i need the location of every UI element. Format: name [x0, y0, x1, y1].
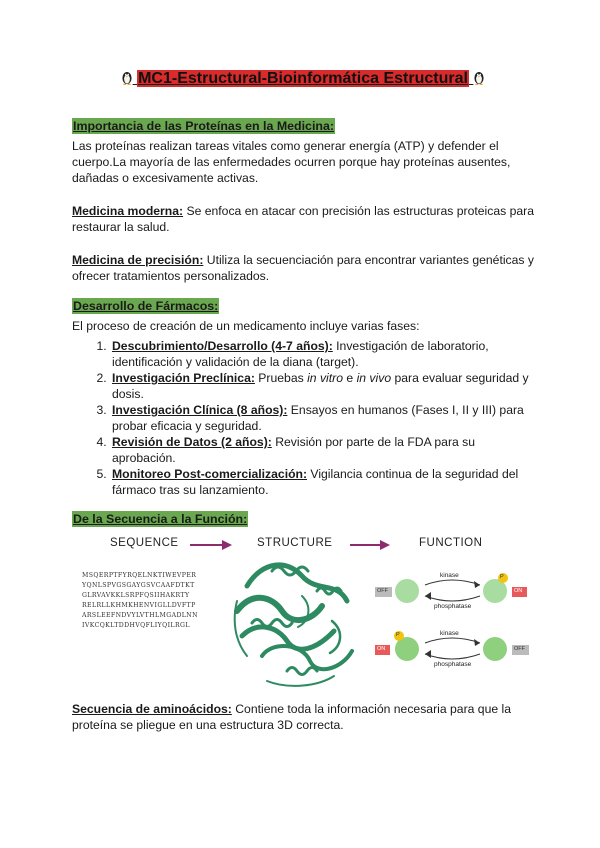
term: Medicina moderna:: [72, 204, 184, 218]
off-label: OFF: [514, 646, 525, 652]
list-item: [110, 370, 534, 402]
term-text: Vigilancia continua de la seguridad del fármaco tras su lanzamiento.: [112, 467, 519, 497]
term: Investigación Clínica (8 años):: [112, 403, 288, 417]
list-item: [110, 402, 534, 434]
section-heading: De la Secuencia a la Función:: [73, 512, 248, 526]
amino-acid-sequence: [82, 571, 198, 631]
term: Medicina de precisión:: [72, 253, 204, 267]
off-label: OFF: [377, 588, 388, 594]
phosphatase-label: phosphatase: [434, 661, 472, 668]
term-text: Investigación de laboratorio, identificación y validación de la diana (target).: [112, 339, 489, 369]
term-text: Revisión por parte de la FDA para su aprobación.: [112, 435, 476, 465]
on-label: ON: [514, 588, 523, 594]
term: Monitoreo Post-comercialización:: [112, 467, 308, 481]
list-item: [110, 466, 534, 498]
sequence-label: SEQUENCE: [110, 537, 179, 549]
term-emphasis: in vivo: [356, 371, 392, 385]
sequence-line: MSQERPTFYRQELNKTIWEVPER: [82, 572, 197, 579]
paragraph: [72, 203, 534, 235]
title-text: MC1-Estructural-Bioinformática Estructural: [138, 70, 468, 87]
term: Descubrimiento/Desarrollo (4-7 años):: [112, 339, 333, 353]
sequence-line: ARSLEEFNDVYLVTHLMGADLNN: [82, 612, 198, 619]
function-diagram: [375, 573, 529, 661]
page-title: [72, 70, 534, 88]
kinase-label: kinase: [440, 630, 459, 637]
paragraph: [72, 252, 534, 284]
term-text: e: [343, 371, 357, 385]
kinase-label: kinase: [440, 572, 459, 579]
term-text: Se enfoca en atacar con precisión las estructuras proteicas para restaurar la salud.: [72, 204, 534, 234]
list-item: [110, 338, 534, 370]
term: Revisión de Datos (2 años):: [112, 435, 272, 449]
term: Secuencia de aminoácidos:: [72, 702, 232, 716]
sequence-structure-function-figure: [72, 531, 534, 697]
sequence-line: YQNLSPVGSGAYGSVCAAFDTKT: [82, 582, 195, 589]
paragraph: El proceso de creación de un medicamento incluye varias fases:: [72, 319, 420, 333]
term-text: Contiene toda la información necesaria para que la proteína se pliegue en una estructura 3D correcta.: [72, 702, 511, 732]
arrow-right-icon: [350, 540, 390, 550]
penguin-icon: [121, 70, 133, 85]
section-heading: Desarrollo de Fármacos:: [73, 299, 219, 313]
term-text: Ensayos en humanos (Fases I, II y III) para probar eficacia y seguridad.: [112, 403, 524, 433]
list-item: [110, 434, 534, 466]
document-page: [72, 70, 534, 733]
on-label: ON: [377, 646, 386, 652]
protein-structure-image: [235, 565, 352, 686]
term-text: Pruebas: [254, 371, 308, 385]
function-label: FUNCTION: [419, 537, 483, 549]
term-emphasis: in vitro: [307, 371, 343, 385]
arrow-right-icon: [190, 540, 232, 550]
section-heading: Importancia de las Proteínas en la Medicina:: [73, 119, 334, 133]
paragraph: [72, 701, 534, 733]
phase-list: [72, 338, 534, 498]
paragraph: Las proteínas realizan tareas vitales como generar energía (ATP) y defender el cuerpo.La mayoría de las enfermedades ocurren porque hay proteínas ausentes, dañadas o excesivamente activas.: [72, 139, 511, 185]
sequence-line: RELRLLKHMKHENVIGLLDVFTP: [82, 602, 196, 609]
term-text: para evaluar seguridad y dosis.: [112, 371, 529, 401]
sequence-line: GLRVAVKKLSRPFQSIIHAKRTY: [82, 592, 190, 599]
phosphatase-label: phosphatase: [434, 603, 472, 610]
term: Investigación Preclínica:: [112, 371, 255, 385]
penguin-icon: [473, 70, 485, 85]
phospho-label: P: [500, 574, 504, 580]
phospho-label: P: [396, 632, 400, 638]
term-text: Utiliza la secuenciación para encontrar variantes genéticas y ofrecer tratamientos personalizados.: [72, 253, 534, 283]
structure-label: STRUCTURE: [257, 537, 333, 549]
sequence-line: IVKCQKLTDDHVQFLIYQILRGL: [82, 622, 190, 629]
